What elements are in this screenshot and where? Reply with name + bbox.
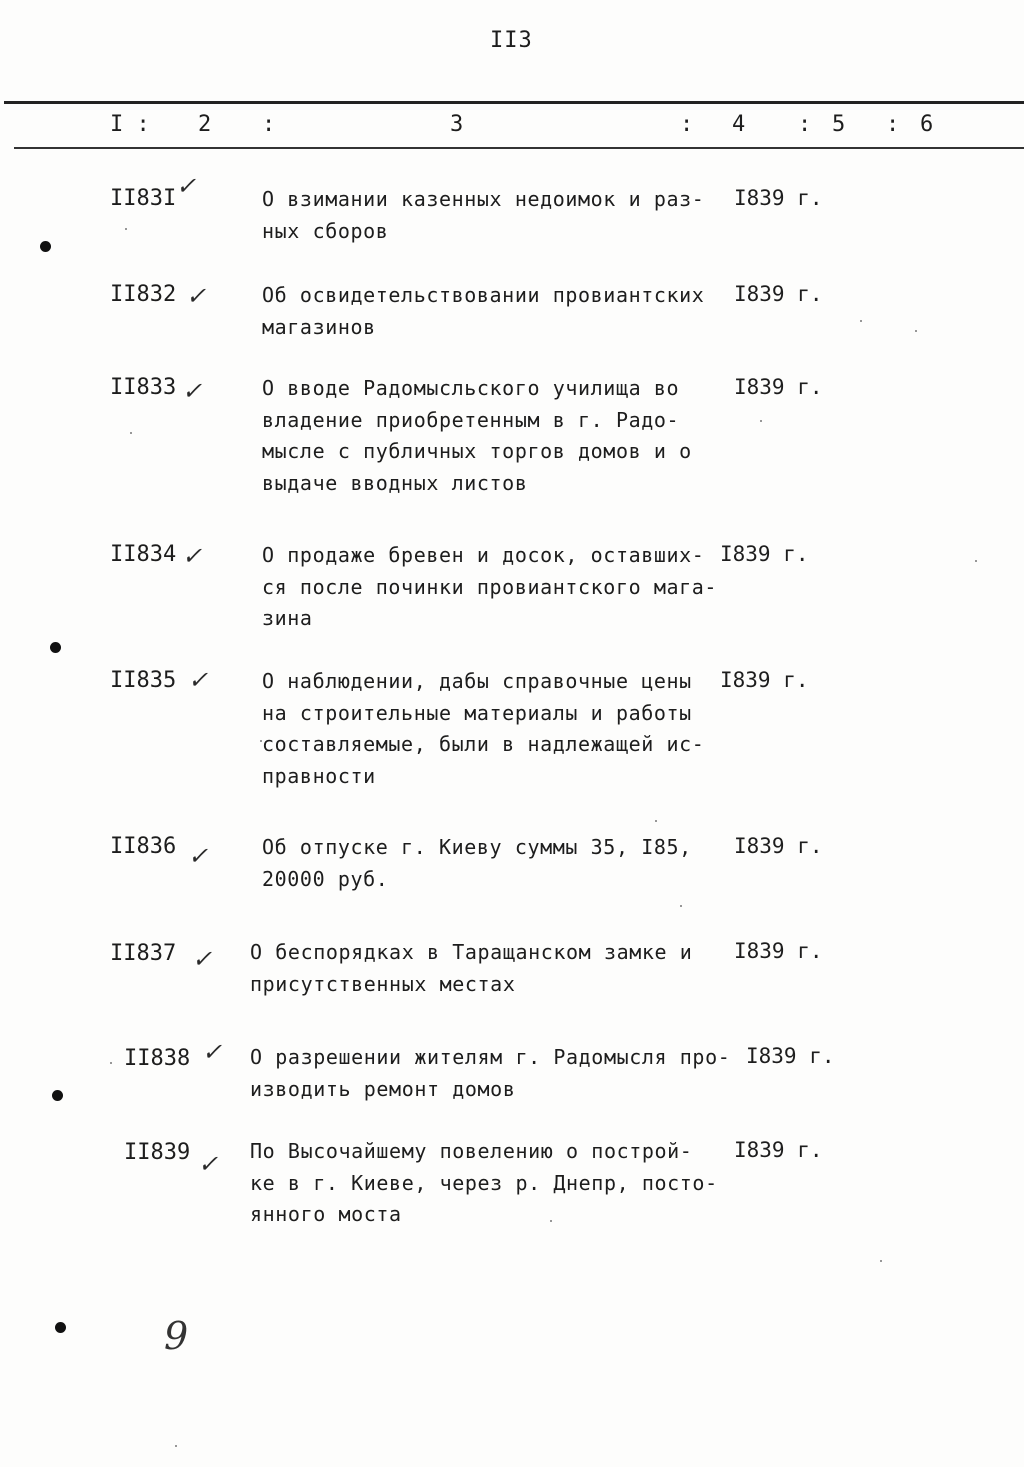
description-line: присутственных местах — [250, 971, 516, 996]
entry-number: II833 — [110, 375, 177, 400]
description-line: магазинов — [262, 314, 376, 339]
entry-description — [262, 184, 704, 247]
binder-hole — [52, 1090, 63, 1101]
handwritten-folio-mark: 9 — [164, 1314, 189, 1358]
scan-speck — [125, 228, 127, 230]
entry-description — [262, 373, 692, 499]
column-separator: : — [680, 112, 694, 137]
binder-hole — [55, 1322, 66, 1333]
description-line: По Высочайшему повелению о построй- — [250, 1139, 693, 1163]
check-mark-icon: ✓ — [176, 172, 197, 200]
description-line: ных сборов — [262, 218, 389, 243]
scan-speck — [130, 432, 132, 434]
entry-number: II835 — [110, 668, 177, 693]
check-mark-icon: ✓ — [198, 1150, 219, 1178]
entry-description — [250, 937, 692, 1000]
description-line: зина — [262, 606, 313, 630]
column-header-6: 6 — [920, 112, 934, 137]
scan-speck — [175, 1445, 177, 1447]
description-line: О наблюдении, дабы справочные цены — [262, 669, 692, 693]
entry-description — [262, 832, 692, 895]
description-line: на строительные материалы и работы — [262, 700, 692, 725]
description-line: ся после починки провиантского мага- — [262, 574, 718, 599]
entry-year: I839 г. — [720, 668, 809, 692]
entry-number: II837 — [110, 941, 177, 966]
header-rule-top — [4, 101, 1024, 104]
description-line: Об отпуске г. Киеву суммы 35, I85, — [262, 835, 692, 859]
scan-speck — [975, 560, 977, 562]
binder-hole — [40, 241, 51, 252]
entry-year: I839 г. — [746, 1044, 835, 1068]
check-mark-icon: ✓ — [192, 945, 213, 973]
description-line: О продаже бревен и досок, оставших- — [262, 543, 705, 567]
scan-speck — [260, 740, 262, 742]
scan-speck — [860, 320, 862, 322]
entry-year: I839 г. — [734, 939, 823, 963]
entry-description — [250, 1136, 718, 1231]
entry-year: I839 г. — [720, 542, 809, 566]
column-header-1: I : — [110, 112, 150, 137]
description-line: изводить ремонт домов — [250, 1076, 516, 1101]
check-mark-icon: ✓ — [188, 666, 209, 694]
description-line: выдаче вводных листов — [262, 470, 528, 495]
check-mark-icon: ✓ — [202, 1038, 223, 1066]
description-line: янного моста — [250, 1202, 402, 1226]
scan-speck — [655, 820, 657, 822]
description-line: владение приобретенным в г. Радо- — [262, 407, 680, 432]
scan-speck — [760, 420, 762, 422]
entry-number: II839 — [124, 1140, 191, 1165]
entry-year: I839 г. — [734, 282, 823, 306]
description-line: ке в г. Киеве, через р. Днепр, посто- — [250, 1170, 718, 1195]
check-mark-icon: ✓ — [186, 282, 207, 310]
entry-year: I839 г. — [734, 375, 823, 399]
scan-speck — [880, 1260, 882, 1262]
column-header-5: 5 — [832, 112, 846, 137]
description-line: составляемые, были в надлежащей ис- — [262, 732, 705, 756]
column-separator: : — [262, 112, 276, 137]
column-separator: : — [798, 112, 812, 137]
check-mark-icon: ✓ — [182, 377, 203, 405]
description-line: правности — [262, 763, 376, 788]
entry-number: II83I — [110, 186, 177, 211]
page-number: II3 — [490, 28, 533, 53]
header-rule-bottom — [14, 147, 1024, 149]
column-header-2: 2 — [198, 112, 212, 137]
scan-speck — [680, 905, 682, 907]
entry-number: II838 — [124, 1046, 191, 1071]
scan-speck — [110, 1062, 112, 1064]
description-line: О вводе Радомысльского училища во — [262, 376, 680, 400]
description-line: Об освидетельствовании провиантских — [262, 283, 705, 307]
column-separator: : — [886, 112, 900, 137]
entry-description — [262, 540, 717, 635]
description-line: 20000 руб. — [262, 866, 389, 891]
description-line: О взимании казенных недоимок и раз- — [262, 187, 705, 211]
entry-description — [250, 1042, 730, 1105]
entry-description — [262, 280, 704, 343]
description-line: мысле с публичных торгов домов и о — [262, 439, 692, 463]
check-mark-icon: ✓ — [182, 542, 203, 570]
entry-number: II832 — [110, 282, 177, 307]
entry-year: I839 г. — [734, 834, 823, 858]
binder-hole — [50, 642, 61, 653]
entry-year: I839 г. — [734, 186, 823, 210]
column-header-4: 4 — [732, 112, 746, 137]
scan-speck — [550, 1220, 552, 1222]
entry-number: II836 — [110, 834, 177, 859]
entry-year: I839 г. — [734, 1138, 823, 1162]
entry-description — [262, 666, 704, 792]
entry-number: II834 — [110, 542, 177, 567]
description-line: О беспорядках в Таращанском замке и — [250, 940, 693, 964]
description-line: О разрешении жителям г. Радомысля про- — [250, 1045, 731, 1069]
column-header-3: 3 — [450, 112, 464, 137]
check-mark-icon: ✓ — [188, 842, 209, 870]
scan-speck — [915, 330, 917, 332]
